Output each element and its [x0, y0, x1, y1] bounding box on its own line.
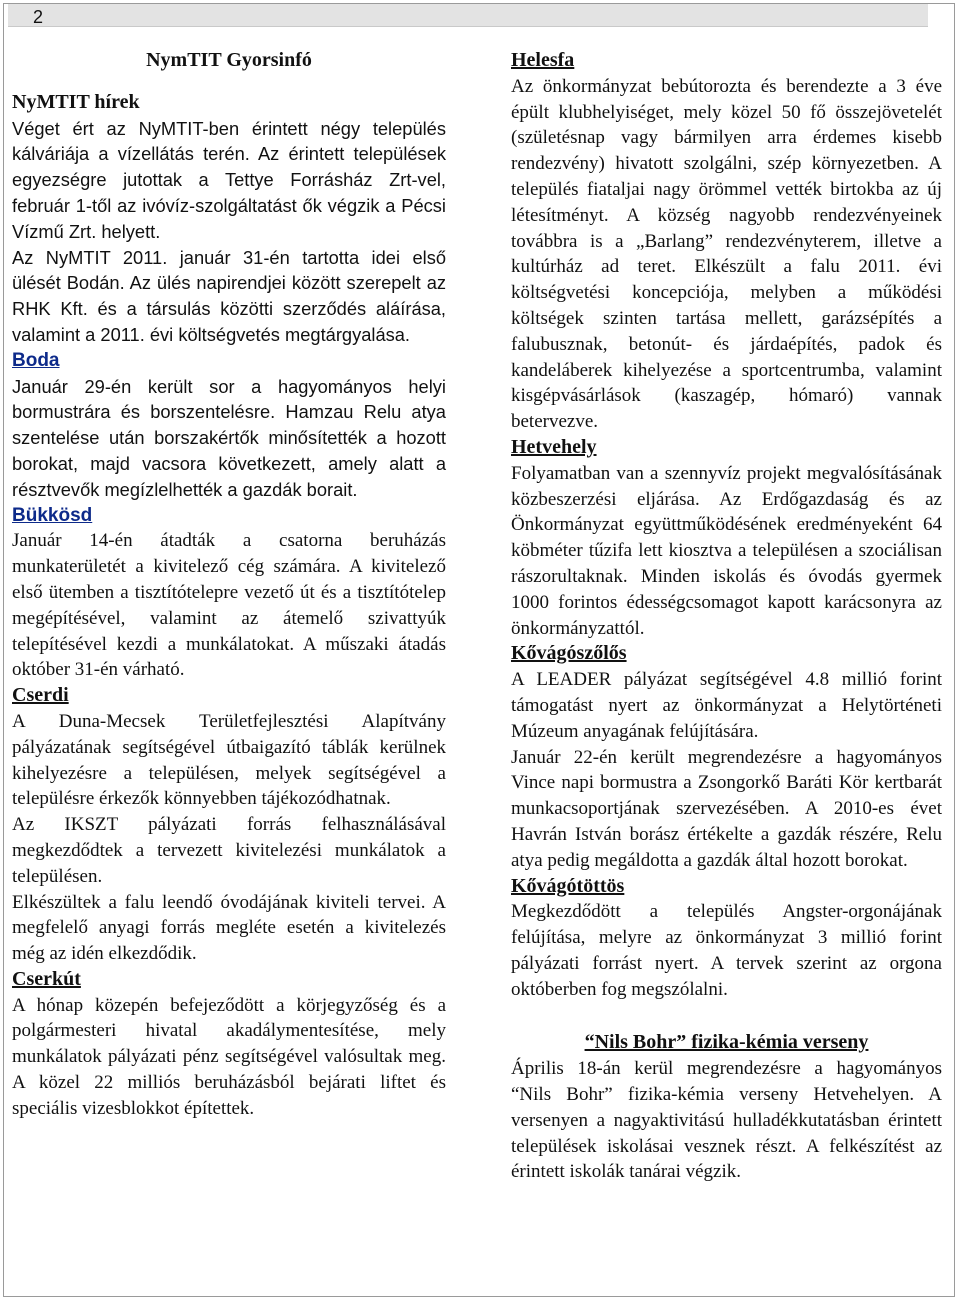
hetvehely-paragraph: Folyamatban van a szennyvíz projekt megvalósításának közbeszerzési eljárása. Az Erdőgazdaság és az Önkormányzat együttműködésének eredményeként 64 köbméter tűzifa lett kiosztva a településen a szociálisan rászorultaknak. Minden iskolás és óvodás gyermek 1000 forintos édességcsomagot kapott karácsonyra az önkormányzattól. [511, 462, 942, 639]
kovagoszolos-paragraph-1: A LEADER pályázat segítségével 4.8 millió forint támogatást nyert az önkormányzat a Helytörténeti Múzeum anyagának felújítására. [511, 669, 942, 742]
place-heading-helesfa: Helesfa [511, 49, 575, 71]
place-heading-kovagotottos: Kővágótöttös [511, 874, 625, 897]
kovagoszolos-paragraph-2: Január 22-én került megrendezésre a hagyományos Vince napi bormustra a Zsongorkő Baráti Kör kertbarát munkacsoportjának szervezésében. A 2010-es évet Havrán István borász értékelte a gazdák részére, Relu atya pedig megáldotta a gazdák által hozott borokat. [511, 746, 942, 871]
page-header-bar [8, 4, 928, 27]
bukkosd-sentence-1: Január 14-én átadták a csatorna beruházás munkaterületét a kivitelező cég számára. [12, 530, 446, 578]
place-heading-kovagoszolos: Kővágószőlős [511, 642, 627, 665]
boda-paragraph [12, 374, 446, 503]
bukkosd-paragraph [12, 528, 446, 683]
kovagotottos-paragraph: Megkezdődött a település Angster-orgonájának felújítása, melyre az önkormányzat 3 millió forint pályázati forrást nyert. A tervek szerint az orgona októberben fog megszólalni. [511, 901, 942, 1000]
place-heading-cserdi: Cserdi [12, 684, 69, 707]
right-column [511, 48, 942, 1185]
newsletter-title: NymTIT Gyorsinfó [146, 49, 312, 71]
helesfa-paragraph: Az önkormányzat bebútorozta és berendezte a 3 éve épült klubhelyiséget, mely közel 50 fő összejövetelét (születésnap vagy bármilyen arra érdemes kisebb rendezvény) hivatott szolgálni, szép környezetben. A település fiataljai nagy örömmel vették birtokba az új létesítményt. A község nagyobb rendezvényeinek továbbra is a „Barlang” rendezvényterem, illetve a kultúrház ad teret. Elkészült a falu 2011. évi költségvetési koncepciója, melyben a működési költségek szinten tartása mellett, garázsépítés a falubusznak, betonút- és járdaépítés, padok és kandeláberek kihelyezése a sportcentrumba, valamint kisgépvásárlások (kaszagép, hómaró) vannak betervezve. [511, 75, 942, 433]
nils-bohr-paragraph: Április 18-án kerül megrendezésre a hagyományos “Nils Bohr” fizika-kémia verseny Hetvehelyen. A versenyen a nagyaktivitású hulladékkutatásban érintett települések iskolásai vesznek részt. A felkészítést az érintett iskolák tanárai végzik. [511, 1058, 942, 1183]
cserdi-paragraph-2: Az IKSZT pályázati forrás felhasználásával megkezdődtek a tervezett kivitelezési munkálatok a településen. [12, 814, 446, 887]
section-heading-nymtit-news: NyMTIT hírek [12, 90, 140, 113]
boda-sentence-2: Hamzau Relu atya szentelése után borszakértők minősítették a hozott borokat, majd vacsora következett, amely alatt a résztvevők megízlelhették a gazdák borait. [12, 401, 446, 500]
left-column [12, 48, 446, 1122]
place-heading-bukkosd: Bükkösd [12, 504, 93, 526]
cserkut-paragraph: A hónap közepén befejeződött a körjegyzőség és a polgármesteri hivatal akadálymentesítése, mely munkálatok pályázati pénz segítségével valósultak meg. A közel 22 milliós beruházásból bejárati liftet és speciális vizesblokkot építettek. [12, 994, 446, 1119]
place-heading-cserkut: Cserkút [12, 967, 81, 990]
place-heading-boda: Boda [12, 349, 60, 371]
bukkosd-sentence-2: A kivitelező első ütemben a tisztítótelepre vezető út és a tisztítótelep megépítésével, valamint az átemelő szivattyúk telepítésével kezdi a munkálatokat. A műszaki átadás október 31-én várható. [12, 556, 446, 681]
nymtit-intro-paragraph: Véget ért az NyMTIT-ben érintett négy település kálváriája a vízellátás terén. Az érintett települések egyezségre jutottak a Tettye Forrásház Zrt-vel, február 1-től az ivóvíz-szolgáltatást ők végzik a Pécsi Vízmű Zrt. helyett. [12, 117, 446, 242]
cserdi-paragraph-3: Elkészültek a falu leendő óvodájának kiviteli tervei. A megfelelő anyagi forrás megléte esetén a kivitelezés még az idén elkezdődik. [12, 891, 446, 965]
cserdi-paragraph-1: A Duna-Mecsek Területfejlesztési Alapítvány pályázatának segítségével útbaigazító táblák kerülnek kihelyezésre a településen, melyek segítségével a településre érkezők könnyebben tájékozódhatnak. [12, 710, 446, 810]
page-number: 2 [33, 7, 44, 27]
place-heading-hetvehely: Hetvehely [511, 435, 597, 458]
boda-sentence-1: Január 29-én került sor a hagyományos helyi bormustrára és borszentelésre. [12, 375, 446, 423]
nils-bohr-competition-heading: “Nils Bohr” fizika-kémia verseny [584, 1031, 869, 1054]
nymtit-meeting-paragraph: Az NyMTIT 2011. január 31-én tartotta idei első ülését Bodán. Az ülés napirendjei között szerepelt az RHK Kft. és a társulás közötti szerződés aláírása, valamint a 2011. évi költségvetés megtárgyalása. [12, 246, 446, 345]
